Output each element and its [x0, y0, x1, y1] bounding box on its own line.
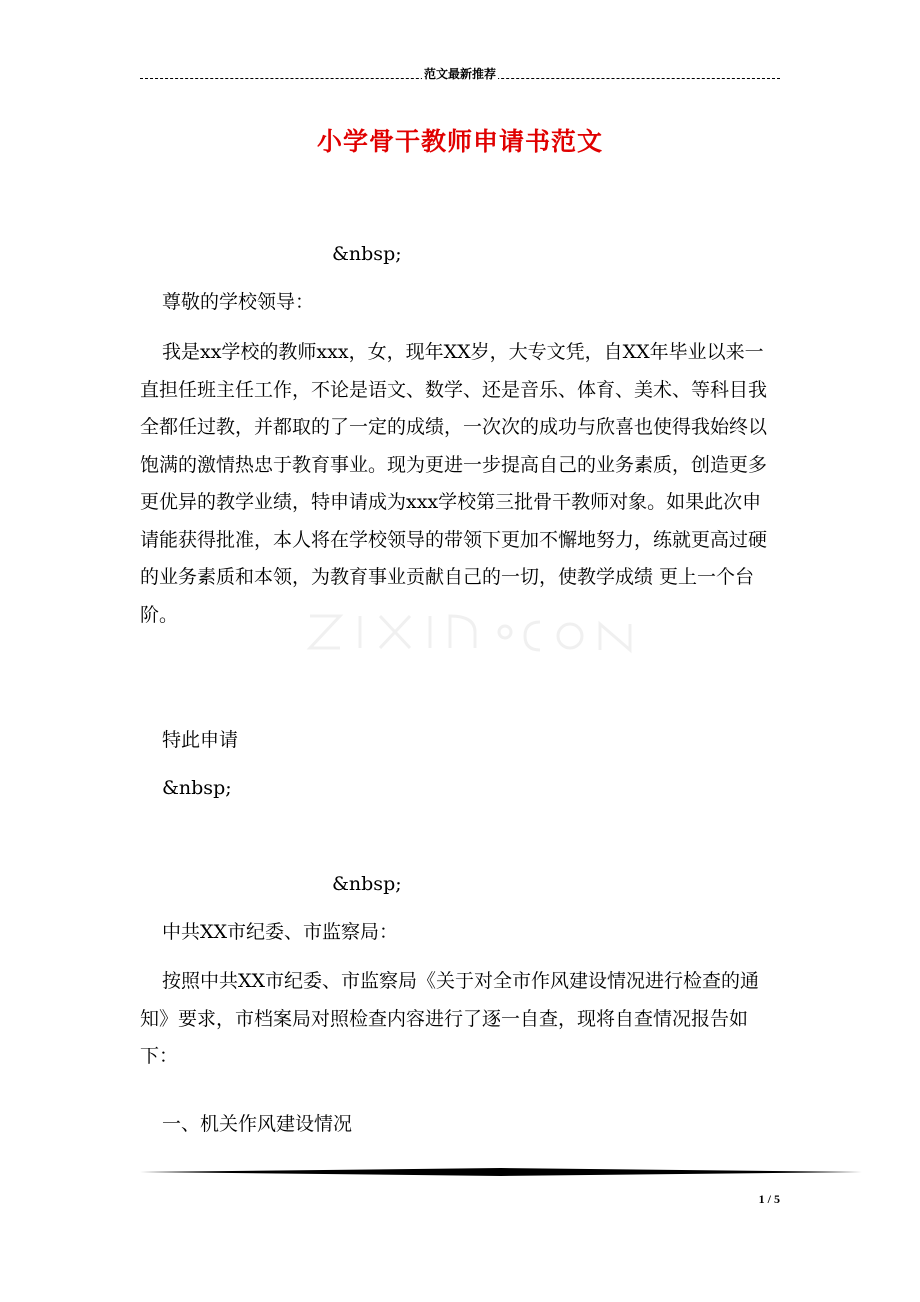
- document-title: 小学骨干教师申请书范文: [316, 127, 603, 156]
- footer-rule: [140, 1168, 862, 1176]
- page-number: 1 / 5: [758, 1192, 780, 1206]
- nbsp-line-2: &nbsp;: [162, 777, 232, 799]
- header-banner: [140, 64, 780, 86]
- nbsp-line-3: &nbsp;: [332, 873, 402, 895]
- section-heading-1: 一、机关作风建设情况: [162, 1113, 353, 1135]
- closing-line: 特此申请: [162, 729, 239, 751]
- nbsp-line-1: &nbsp;: [332, 243, 402, 265]
- header-label: 范文最新推荐: [423, 67, 496, 81]
- application-body: 我是xx学校的教师xxx，女，现年XX岁，大专文凭，自XX年毕业以来一直担任班主任工作，不论是语文、数学、还是音乐、体育、美术、等科目我全都任过教，并都取的了一定的成绩，一次次的成功与欣喜也使得我始终以饱满的激情热忠于教育事业。现为更进一步提高自己的业务素质，创造更多更优异的教学业绩，特申请成为xxx学校第三批骨干教师对象。如果此次申请能获得批准，本人将在学校领导的带领下更加不懈地努力，练就更高过硬的业务素质和本领，为教育事业贡献自己的一切，使教学成绩 更上一个台阶。: [140, 341, 768, 626]
- salutation-school: 尊敬的学校领导：: [162, 291, 315, 313]
- salutation-committee: 中共XX市纪委、市监察局：: [162, 921, 399, 943]
- report-intro: 按照中共XX市纪委、市监察局《关于对全市作风建设情况进行检查的通知》要求，市档案局对照检查内容进行了逐一自查，现将自查情况报告如下：: [140, 970, 760, 1067]
